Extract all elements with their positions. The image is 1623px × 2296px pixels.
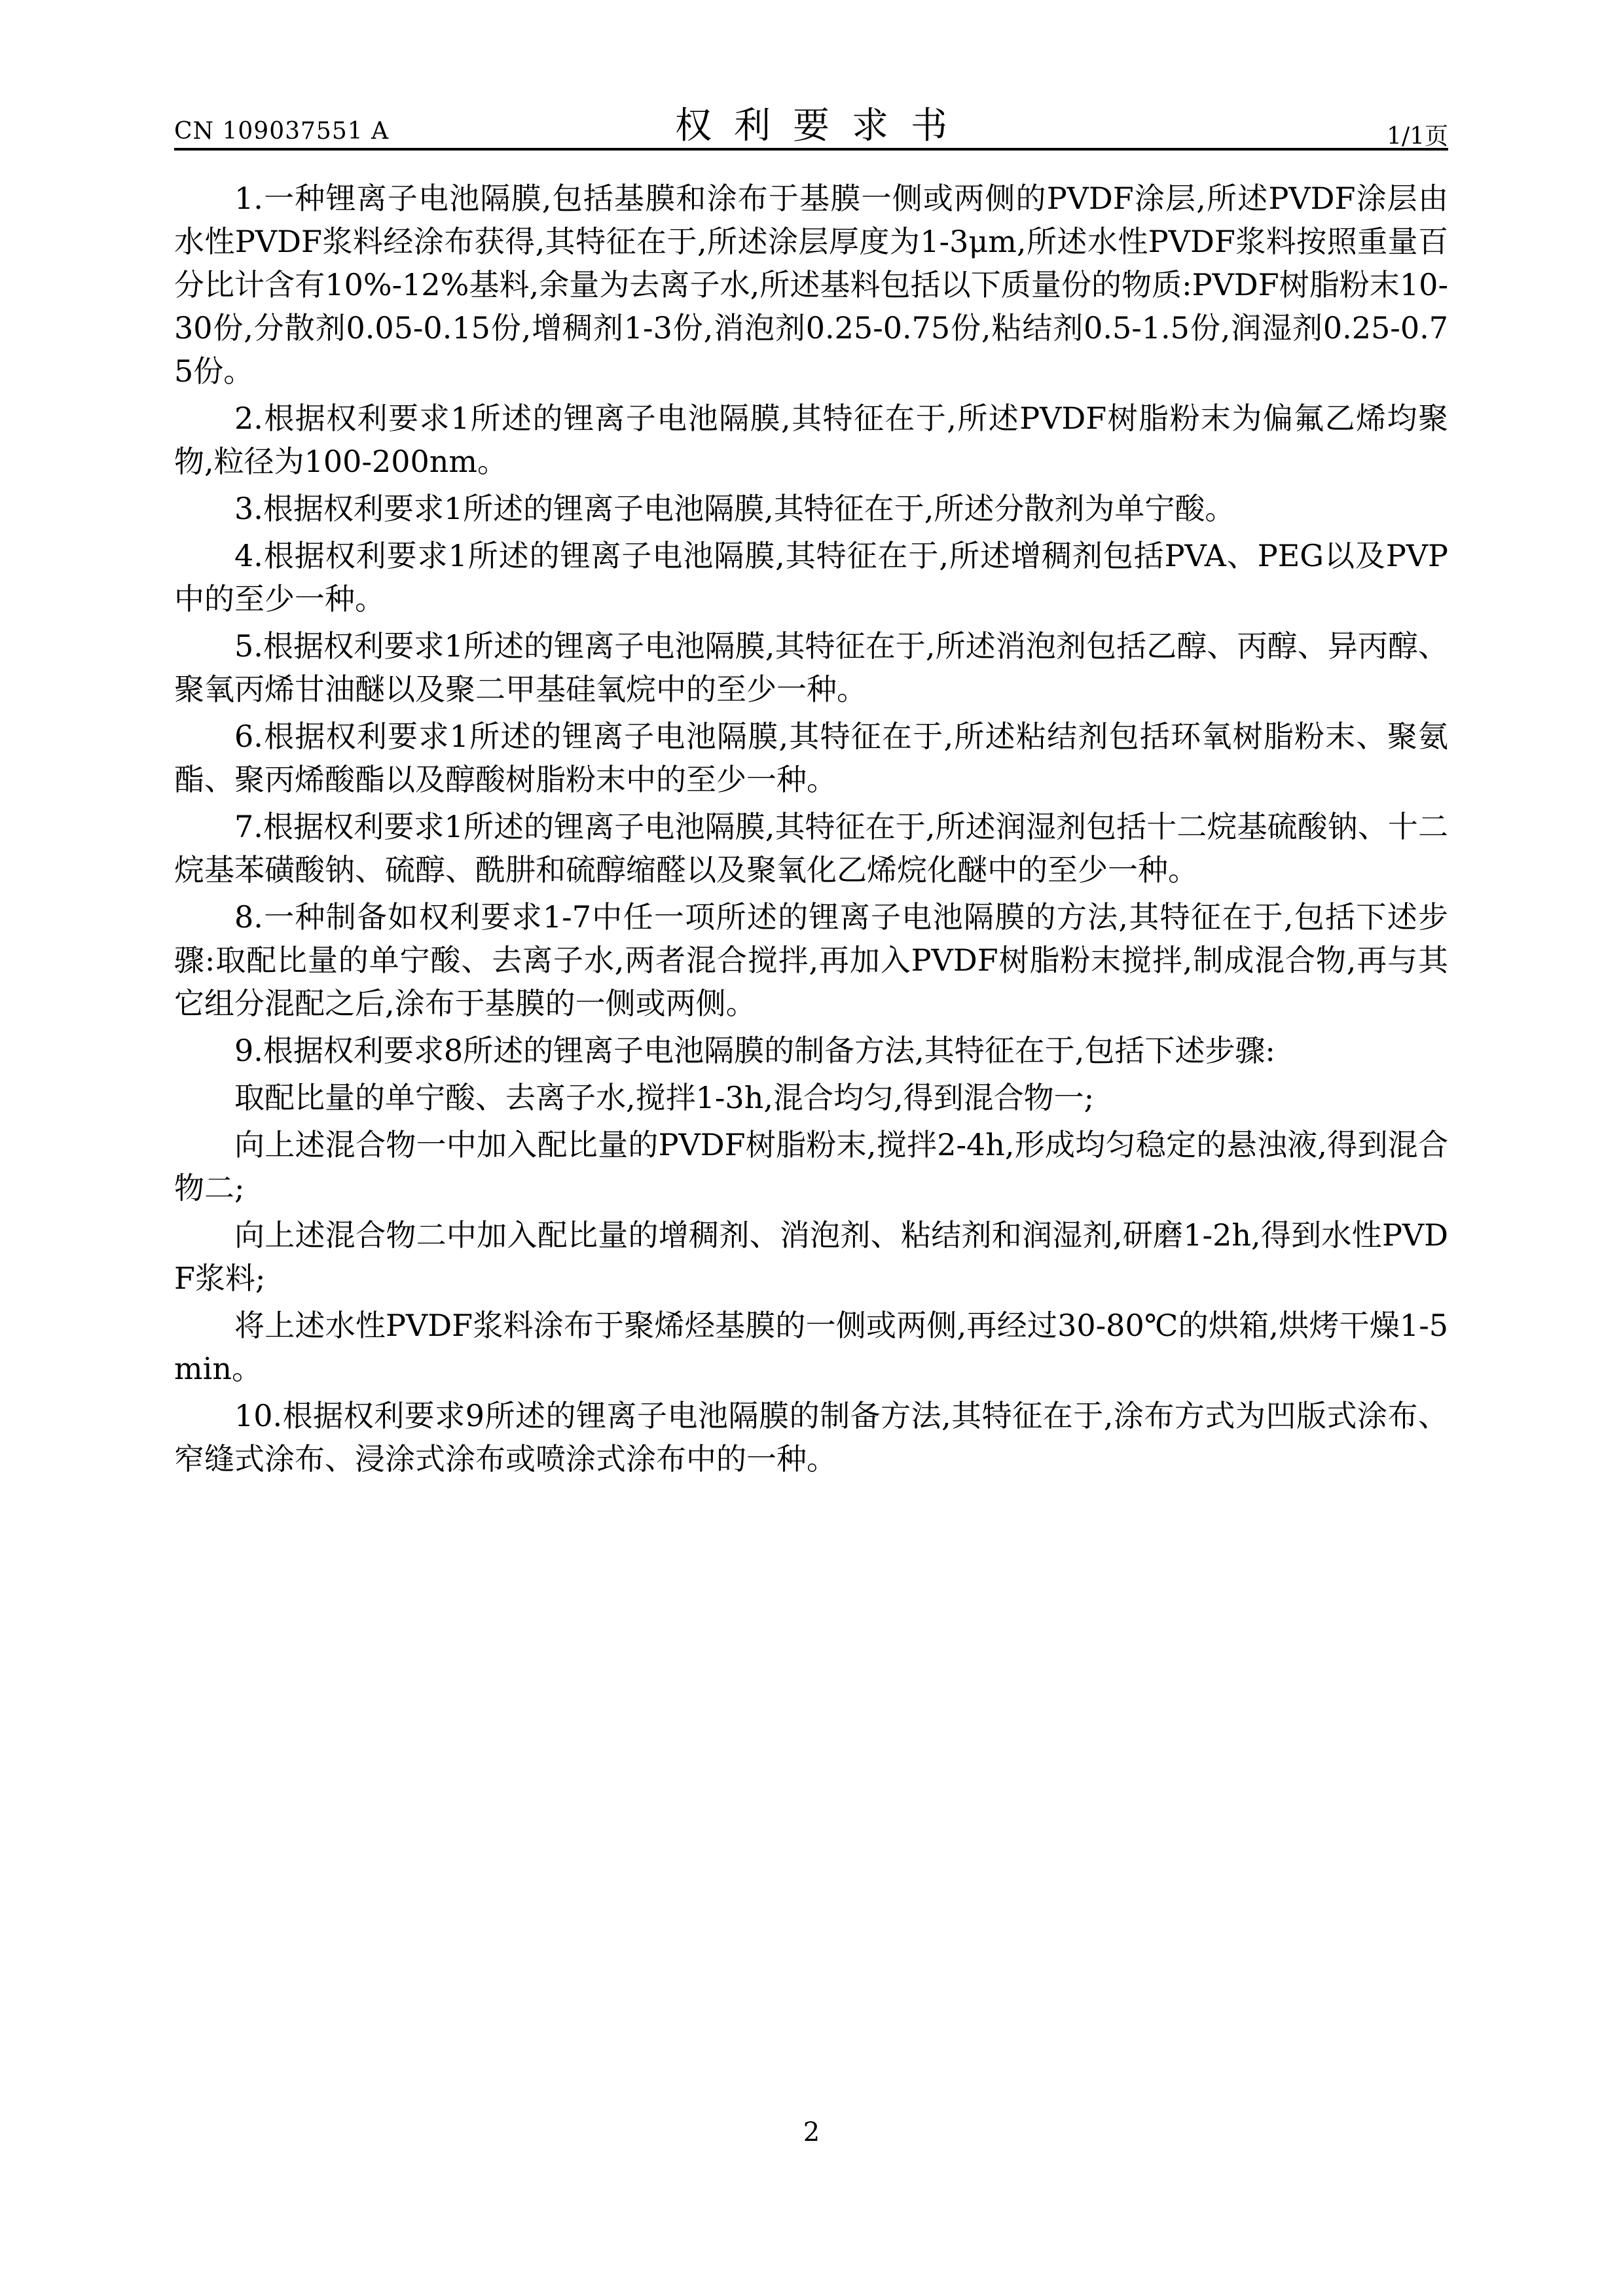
- claim-9-step-3: 向上述混合物二中加入配比量的增稠剂、消泡剂、粘结剂和润湿剂,研磨1-2h,得到水性PVDF浆料;: [174, 1217, 1448, 1296]
- claim-10: 10.根据权利要求9所述的锂离子电池隔膜的制备方法,其特征在于,涂布方式为凹版式涂布、窄缝式涂布、浸涂式涂布或喷涂式涂布中的一种。: [174, 1398, 1448, 1477]
- page-number: 2: [803, 2117, 820, 2147]
- claim-2: 2.根据权利要求1所述的锂离子电池隔膜,其特征在于,所述PVDF树脂粉末为偏氟乙烯均聚物,粒径为100-200nm。: [174, 401, 1448, 479]
- claim-1: 1.一种锂离子电池隔膜,包括基膜和涂布于基膜一侧或两侧的PVDF涂层,所述PVDF涂层由水性PVDF浆料经涂布获得,其特征在于,所述涂层厚度为1-3μm,所述水性PVDF浆料按照重量百分比计含有10%-12%基料,余量为去离子水,所述基料包括以下质量份的物质:PVDF树脂粉末10-30份,分散剂0.05-0.15份,增稠剂1-3份,消泡剂0.25-0.75份,粘结剂0.5-1.5份,润湿剂0.25-0.75份。: [174, 181, 1448, 389]
- claim-4: 4.根据权利要求1所述的锂离子电池隔膜,其特征在于,所述增稠剂包括PVA、PEG以及PVP中的至少一种。: [174, 538, 1448, 617]
- claims-body: [174, 177, 1448, 1484]
- claim-9-step-2: 向上述混合物一中加入配比量的PVDF树脂粉末,搅拌2-4h,形成均匀稳定的悬浊液,得到混合物二;: [174, 1127, 1448, 1206]
- header-divider: [174, 148, 1448, 151]
- publication-number: CN 109037551 A: [174, 118, 390, 145]
- page-header: [174, 92, 1448, 157]
- claim-9: 9.根据权利要求8所述的锂离子电池隔膜的制备方法,其特征在于,包括下述步骤:: [234, 1033, 1275, 1068]
- document-title: 权利要求书: [675, 105, 970, 147]
- page-indicator: 1/1页: [1387, 123, 1448, 150]
- claim-9-step-4: 将上述水性PVDF浆料涂布于聚烯烃基膜的一侧或两侧,再经过30-80℃的烘箱,烘烤干燥1-5min。: [174, 1308, 1448, 1386]
- claim-3: 3.根据权利要求1所述的锂离子电池隔膜,其特征在于,所述分散剂为单宁酸。: [234, 491, 1235, 526]
- claim-9-step-1: 取配比量的单宁酸、去离子水,搅拌1-3h,混合均匀,得到混合物一;: [234, 1080, 1095, 1115]
- claim-7: 7.根据权利要求1所述的锂离子电池隔膜,其特征在于,所述润湿剂包括十二烷基硫酸钠、十二烷基苯磺酸钠、硫醇、酰肼和硫醇缩醛以及聚氧化乙烯烷化醚中的至少一种。: [174, 809, 1448, 888]
- claim-5: 5.根据权利要求1所述的锂离子电池隔膜,其特征在于,所述消泡剂包括乙醇、丙醇、异丙醇、聚氧丙烯甘油醚以及聚二甲基硅氧烷中的至少一种。: [174, 628, 1448, 707]
- claim-8: 8.一种制备如权利要求1-7中任一项所述的锂离子电池隔膜的方法,其特征在于,包括下述步骤:取配比量的单宁酸、去离子水,两者混合搅拌,再加入PVDF树脂粉末搅拌,制成混合物,再与其它组分混配之后,涂布于基膜的一侧或两侧。: [174, 899, 1448, 1021]
- claim-6: 6.根据权利要求1所述的锂离子电池隔膜,其特征在于,所述粘结剂包括环氧树脂粉末、聚氨酯、聚丙烯酸酯以及醇酸树脂粉末中的至少一种。: [174, 719, 1448, 797]
